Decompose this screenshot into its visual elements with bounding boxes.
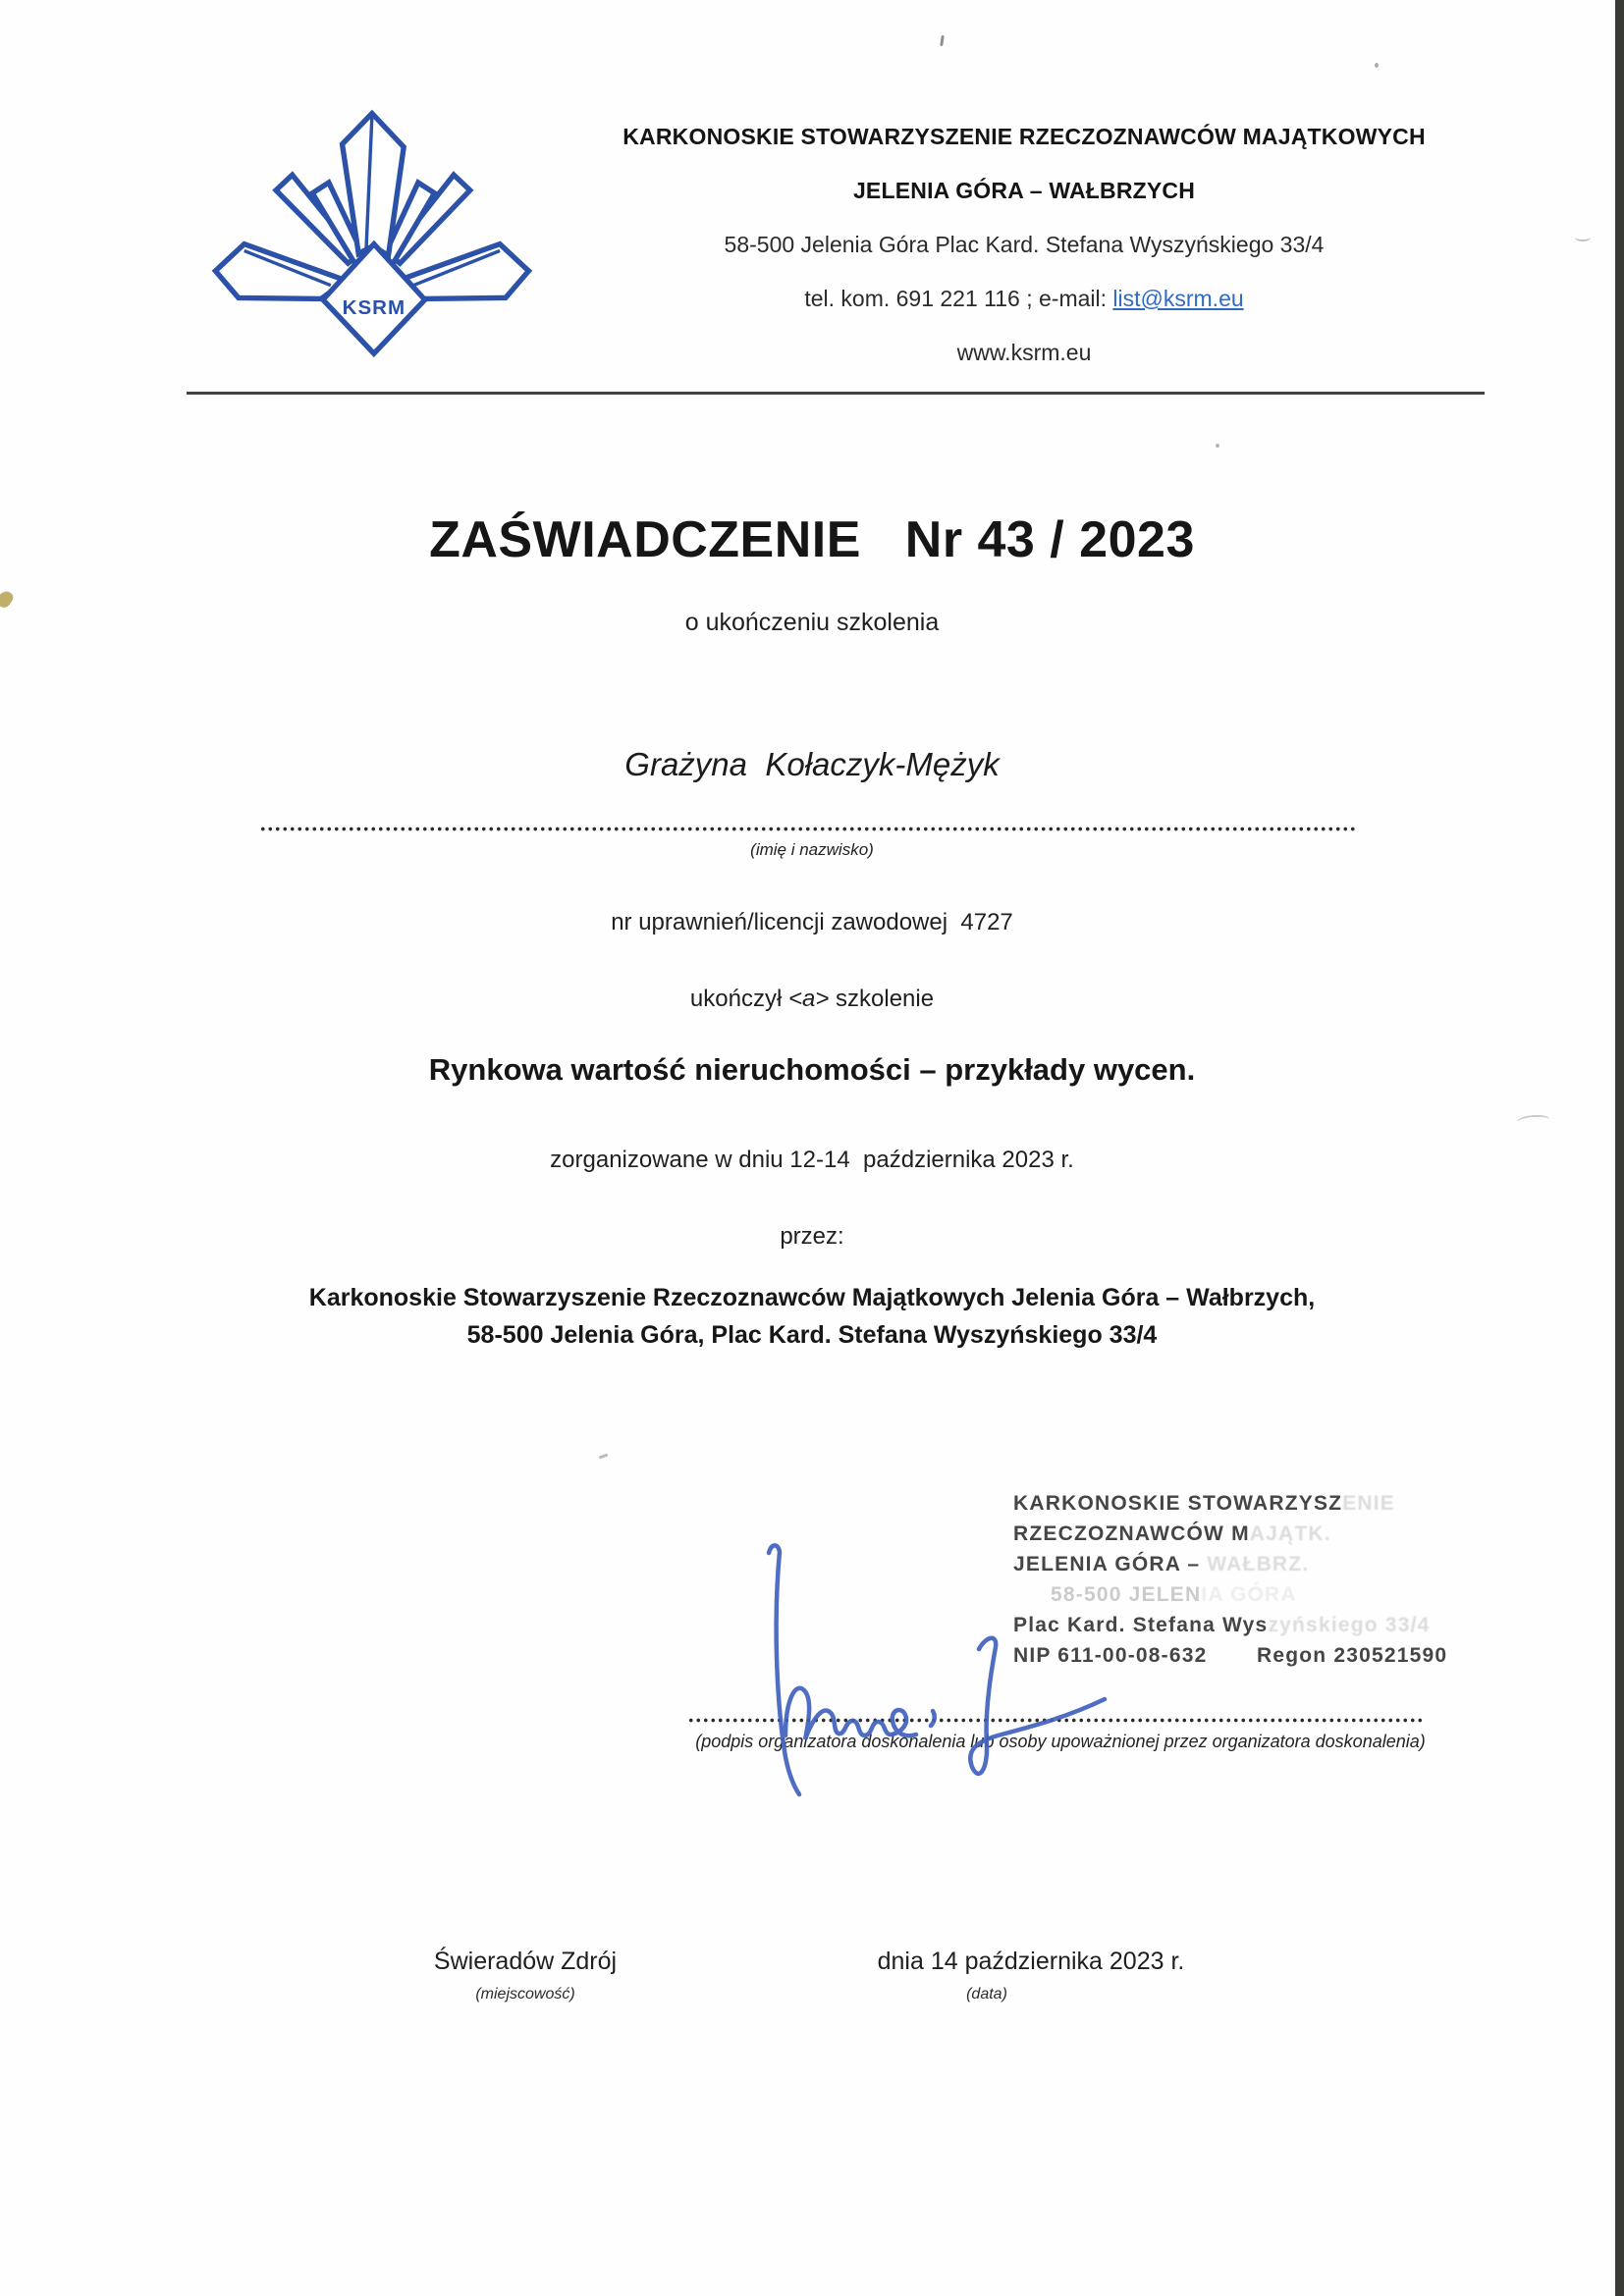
scan-speck — [940, 35, 945, 46]
date-value: dnia 14 października 2023 r. — [877, 1948, 1185, 1975]
stamp-line: RZECZOZNAWCÓW MAJĄTK. — [1013, 1522, 1331, 1545]
completion-prefix: ukończył — [689, 986, 788, 1012]
name-dotted-line — [259, 827, 1356, 831]
handwritten-signature — [736, 1522, 1129, 1816]
certificate-subtitle: o ukończeniu szkolenia — [684, 609, 940, 636]
scan-speck — [1216, 444, 1219, 448]
name-caption: (imię i nazwisko) — [750, 840, 874, 859]
letterhead — [550, 110, 1498, 380]
stamp-line: Plac Kard. Stefana Wyszyńskiego 33/4 — [1013, 1614, 1431, 1636]
certificate-title: ZAŚWIADCZENIE Nr 43 / 2023 — [429, 511, 1195, 568]
org-address: 58-500 Jelenia Góra Plac Kard. Stefana Wyszyńskiego 33/4 — [724, 232, 1325, 257]
organizer-line2: 58-500 Jelenia Góra, Plac Kard. Stefana Wyszyńskiego 33/4 — [466, 1321, 1158, 1349]
stamp-regon: Regon 230521590 — [1257, 1644, 1448, 1667]
signature-caption: (podpis organizatora doskonalenia lub osoby upoważnionej przez organizatora doskonalenia) — [695, 1732, 1426, 1751]
scan-edge-stripe — [1615, 0, 1624, 2296]
org-name: KARKONOSKIE STOWARZYSZENIE RZECZOZNAWCÓW MAJĄTKOWYCH — [623, 124, 1426, 149]
email-link[interactable]: list@ksrm.eu — [1112, 286, 1244, 311]
stamp-line: KARKONOSKIE STOWARZYSZENIE — [1013, 1492, 1396, 1515]
ksrm-logo — [175, 92, 560, 361]
place-value: Świeradów Zdrój — [433, 1948, 618, 1975]
date-caption: (data) — [966, 1986, 1007, 2002]
scan-speck — [1517, 1114, 1551, 1128]
by-label: przez: — [780, 1223, 844, 1250]
org-region: JELENIA GÓRA – WAŁBRZYCH — [852, 178, 1196, 203]
organized-line: zorganizowane w dniu 12-14 października 2023 r. — [550, 1147, 1074, 1173]
license-line: nr uprawnień/licencji zawodowej 4727 — [611, 909, 1013, 935]
stamp-line: JELENIA GÓRA – WAŁBRZ. — [1013, 1553, 1310, 1575]
completion-line — [0, 986, 1624, 1013]
logo-text: KSRM — [342, 296, 406, 320]
scan-speck — [1575, 234, 1591, 241]
contact-prefix: tel. kom. 691 221 116 ; e-mail: — [804, 286, 1113, 311]
place-caption: (miejscowość) — [475, 1986, 575, 2002]
organizer-line1: Karkonoskie Stowarzyszenie Rzeczoznawców Majątkowych Jelenia Góra – Wałbrzych, — [308, 1284, 1316, 1311]
website: www.ksrm.eu — [956, 340, 1092, 365]
scan-speck — [1375, 63, 1379, 68]
stamp-nip: NIP 611-00-08-632 — [1013, 1644, 1208, 1667]
completion-suffix: szkolenie — [829, 986, 935, 1012]
recipient-name: Grażyna Kołaczyk-Mężyk — [624, 746, 1000, 782]
scan-smudge — [0, 589, 15, 611]
scan-speck — [599, 1454, 608, 1460]
course-title: Rynkowa wartość nieruchomości – przykłady wycen. — [428, 1052, 1196, 1087]
stamp-line: 58-500 JELENIA GÓRA — [1051, 1583, 1297, 1606]
signature-ink-icon — [736, 1522, 1129, 1816]
ksrm-crystal-logo-icon — [175, 92, 560, 361]
completion-pronoun: <a> — [787, 986, 830, 1012]
contact-line — [550, 272, 1498, 326]
organizer-block — [0, 1279, 1624, 1354]
header-divider — [187, 392, 1485, 395]
